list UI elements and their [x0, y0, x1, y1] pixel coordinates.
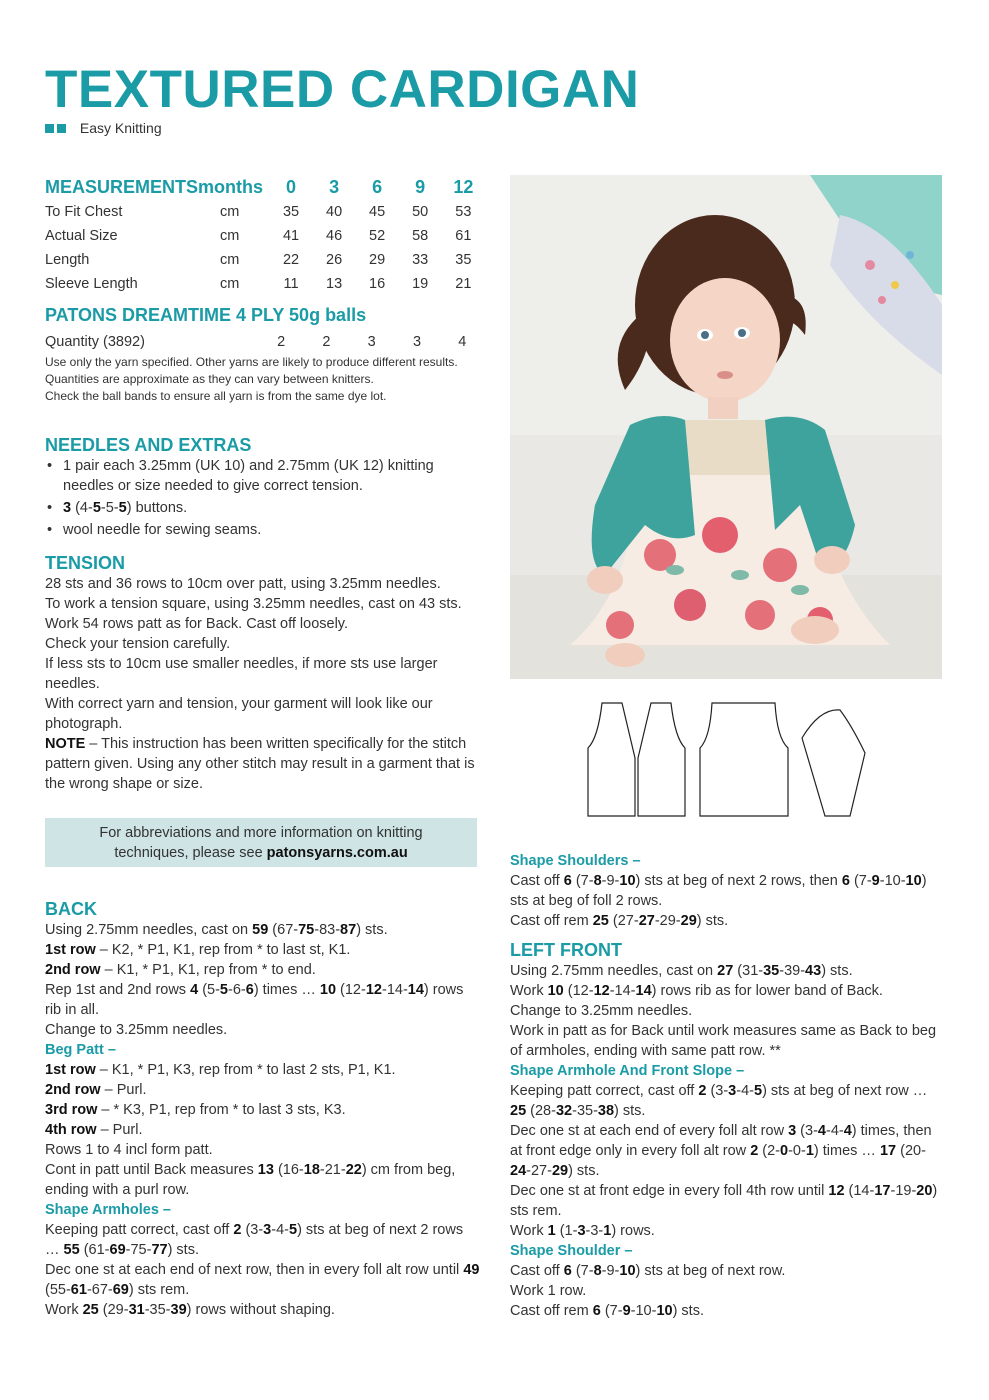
tension-line: Work 54 rows patt as for Back. Cast off loosely.	[45, 616, 349, 632]
instruction-line: Work in patt as for Back until work measures same as Back to beg of armholes, ending with same patt row. **	[510, 1023, 937, 1059]
beg-patt-heading: Beg Patt –	[45, 1042, 116, 1058]
cell-value: 22	[282, 252, 300, 268]
instruction-line: 4th row – Purl.	[45, 1122, 143, 1138]
instruction-line: Work 10 (12-12-14-14) rows rib as for lower band of Back.	[510, 983, 883, 999]
instruction-line: Change to 3.25mm needles.	[510, 1003, 693, 1019]
quantity-value: 4	[458, 334, 467, 350]
size-0: 0	[286, 176, 297, 197]
info-box	[45, 818, 477, 867]
cell-value: 35	[282, 204, 300, 220]
instruction-line: Cont in patt until Back measures 13 (16-18-21-22) cm from beg, ending with a purl row.	[45, 1162, 456, 1198]
cell-value: 58	[412, 228, 429, 244]
website-link[interactable]: patonsyarns.com.au	[266, 845, 408, 861]
row-label: Actual Size	[45, 228, 118, 244]
baby-cardigan-photo-illustration	[510, 175, 942, 679]
right-front-piece	[588, 703, 635, 816]
needles-item: • 1 pair each 3.25mm (UK 10) and 2.75mm (UK 12) knitting needles or size needed to give correct tension.	[45, 456, 465, 496]
page-title: TEXTURED CARDIGAN	[45, 60, 640, 119]
back-instructions	[45, 920, 480, 1320]
info-line: techniques, please see patonsyarns.com.au	[114, 845, 408, 861]
instruction-line: 1st row – K2, * P1, K1, rep from * to last st, K1.	[45, 942, 351, 958]
instruction-line: 2nd row – K1, * P1, K1, rep from * to end.	[45, 962, 316, 978]
tension-heading: TENSION	[45, 553, 126, 573]
quantity-value: 3	[367, 334, 376, 350]
measurements-table	[45, 174, 485, 296]
yarn-notes	[45, 354, 465, 405]
tension-line: Check your tension carefully.	[45, 636, 231, 652]
measurement-row-length	[45, 248, 485, 272]
cell-value: 52	[369, 228, 386, 244]
wool-needle-item: • wool needle for sewing seams.	[45, 520, 465, 540]
difficulty-level	[45, 120, 162, 136]
measurement-row-chest	[45, 200, 485, 224]
row-unit: cm	[220, 276, 240, 292]
instruction-line: Work 1 (1-3-3-1) rows.	[510, 1223, 655, 1239]
cell-value: 21	[455, 276, 472, 292]
buttons-item: • 3 (4-5-5-5) buttons.	[45, 498, 465, 518]
tension-line: 28 sts and 36 rows to 10cm over patt, using 3.25mm needles.	[45, 576, 441, 592]
yarn-note: Quantities are approximate as they can vary between knitters.	[45, 372, 374, 386]
instruction-line: Cast off rem 6 (7-9-10-10) sts.	[510, 1303, 704, 1319]
cell-value: 35	[455, 252, 472, 268]
needles-list	[45, 456, 465, 542]
instruction-line: Cast off 6 (7-8-9-10) sts at beg of next 2 rows, then 6 (7-9-10-10) sts at beg of foll 2 rows.	[510, 873, 927, 909]
cell-value: 41	[282, 228, 300, 244]
cell-value: 50	[412, 204, 429, 220]
back-piece	[700, 703, 788, 816]
tension-line: If less sts to 10cm use smaller needles, if more sts use larger needles.	[45, 656, 438, 692]
instruction-line: Rows 1 to 4 incl form patt.	[45, 1142, 213, 1158]
instruction-line: Using 2.75mm needles, cast on 27 (31-35-39-43) sts.	[510, 963, 853, 979]
quantity-value: 2	[277, 334, 286, 350]
instruction-line: Dec one st at each end of next row, then in every foll alt row until 49 (55-61-67-69) sts rem.	[45, 1262, 480, 1298]
measurement-row-sleeve-length	[45, 272, 485, 296]
instruction-line: Work 1 row.	[510, 1283, 587, 1299]
instruction-line: Keeping patt correct, cast off 2 (3-3-4-5) sts at beg of next row … 25 (28-32-35-38) sts.	[510, 1083, 928, 1119]
instruction-line: Dec one st at each end of every foll alt row 3 (3-4-4-4) times, then at front edge only in every foll alt row 2 (2-0-0-1) times … 17 (20-24-27-29) sts.	[510, 1123, 932, 1179]
pattern-pieces-diagram	[580, 698, 890, 820]
cell-value: 45	[369, 204, 386, 220]
instruction-line: Keeping patt correct, cast off 2 (3-3-4-5) sts at beg of next 2 rows … 55 (61-69-75-77) sts.	[45, 1222, 464, 1258]
product-photo	[510, 175, 942, 679]
instruction-line: Using 2.75mm needles, cast on 59 (67-75-83-87) sts.	[45, 922, 388, 938]
size-12: 12	[453, 176, 474, 197]
shape-armholes-heading: Shape Armholes –	[45, 1202, 171, 1218]
cell-value: 29	[369, 252, 386, 268]
instruction-line: Work 25 (29-31-35-39) rows without shaping.	[45, 1302, 335, 1318]
cell-value: 26	[326, 252, 343, 268]
yarn-note: Use only the yarn specified. Other yarns are likely to produce different results.	[45, 355, 458, 369]
cell-value: 33	[412, 252, 429, 268]
level-square-icon	[45, 124, 54, 133]
instruction-line: 3rd row – * K3, P1, rep from * to last 3 sts, K3.	[45, 1102, 346, 1118]
yarn-quantity-row	[45, 330, 485, 354]
cell-value: 40	[326, 204, 343, 220]
cell-value: 19	[412, 276, 429, 292]
yarn-note: Check the ball bands to ensure all yarn is from the same dye lot.	[45, 389, 387, 403]
yarn-heading: PATONS DREAMTIME 4 PLY 50g balls	[45, 305, 367, 325]
instruction-line: Change to 3.25mm needles.	[45, 1022, 228, 1038]
sleeve-piece	[802, 710, 865, 816]
cell-value: 11	[283, 276, 299, 292]
info-line: For abbreviations and more information on knitting	[99, 825, 423, 841]
row-unit: cm	[220, 204, 240, 220]
instruction-line: Rep 1st and 2nd rows 4 (5-5-6-6) times … 10 (12-12-14-14) rows rib in all.	[45, 982, 464, 1018]
shape-shoulder-heading: Shape Shoulder –	[510, 1243, 633, 1259]
needles-heading: NEEDLES AND EXTRAS	[45, 435, 252, 455]
cell-value: 53	[455, 204, 472, 220]
tension-text	[45, 574, 480, 794]
back-heading: BACK	[45, 899, 97, 919]
tension-note: NOTE – This instruction has been written specifically for the stitch pattern given. Using any other stitch may result in a garment that is the wrong shape or size.	[45, 736, 475, 792]
row-label: To Fit Chest	[45, 204, 123, 220]
instruction-line: 1st row – K1, * P1, K3, rep from * to last 2 sts, P1, K1.	[45, 1062, 396, 1078]
left-front-piece	[638, 703, 685, 816]
row-unit: cm	[220, 228, 240, 244]
cell-value: 13	[326, 276, 343, 292]
cell-value: 46	[326, 228, 343, 244]
shape-shoulders-heading: Shape Shoulders –	[510, 853, 641, 869]
measurements-heading: MEASUREMENTS	[45, 176, 199, 197]
quantity-value: 2	[322, 334, 331, 350]
months-label: months	[198, 176, 264, 197]
tension-line: With correct yarn and tension, your garment will look like our photograph.	[45, 696, 433, 732]
quantity-value: 3	[412, 334, 422, 350]
cell-value: 16	[369, 276, 386, 292]
size-6: 6	[372, 176, 383, 197]
cell-value: 61	[455, 228, 472, 244]
row-unit: cm	[220, 252, 240, 268]
row-label: Sleeve Length	[45, 276, 138, 292]
shape-armhole-front-heading: Shape Armhole And Front Slope –	[510, 1063, 745, 1079]
instruction-line: Dec one st at front edge in every foll 4th row until 12 (14-17-19-20) sts rem.	[510, 1183, 938, 1219]
instruction-line: 2nd row – Purl.	[45, 1082, 147, 1098]
measurements-header-row	[45, 174, 485, 200]
quantity-label: Quantity (3892)	[45, 334, 145, 350]
size-9: 9	[415, 176, 426, 197]
level-square-icon	[57, 124, 66, 133]
difficulty-label: Easy Knitting	[79, 120, 162, 136]
instruction-line: Cast off 6 (7-8-9-10) sts at beg of next row.	[510, 1263, 786, 1279]
instruction-line: Cast off rem 25 (27-27-29-29) sts.	[510, 913, 729, 929]
left-front-heading: LEFT FRONT	[510, 940, 622, 960]
right-column-instructions	[510, 851, 942, 1321]
size-3: 3	[329, 176, 340, 197]
yarn-quantity-table	[45, 330, 485, 354]
tension-line: To work a tension square, using 3.25mm needles, cast on 43 sts.	[45, 596, 462, 612]
row-label: Length	[45, 252, 90, 268]
measurement-row-actual-size	[45, 224, 485, 248]
